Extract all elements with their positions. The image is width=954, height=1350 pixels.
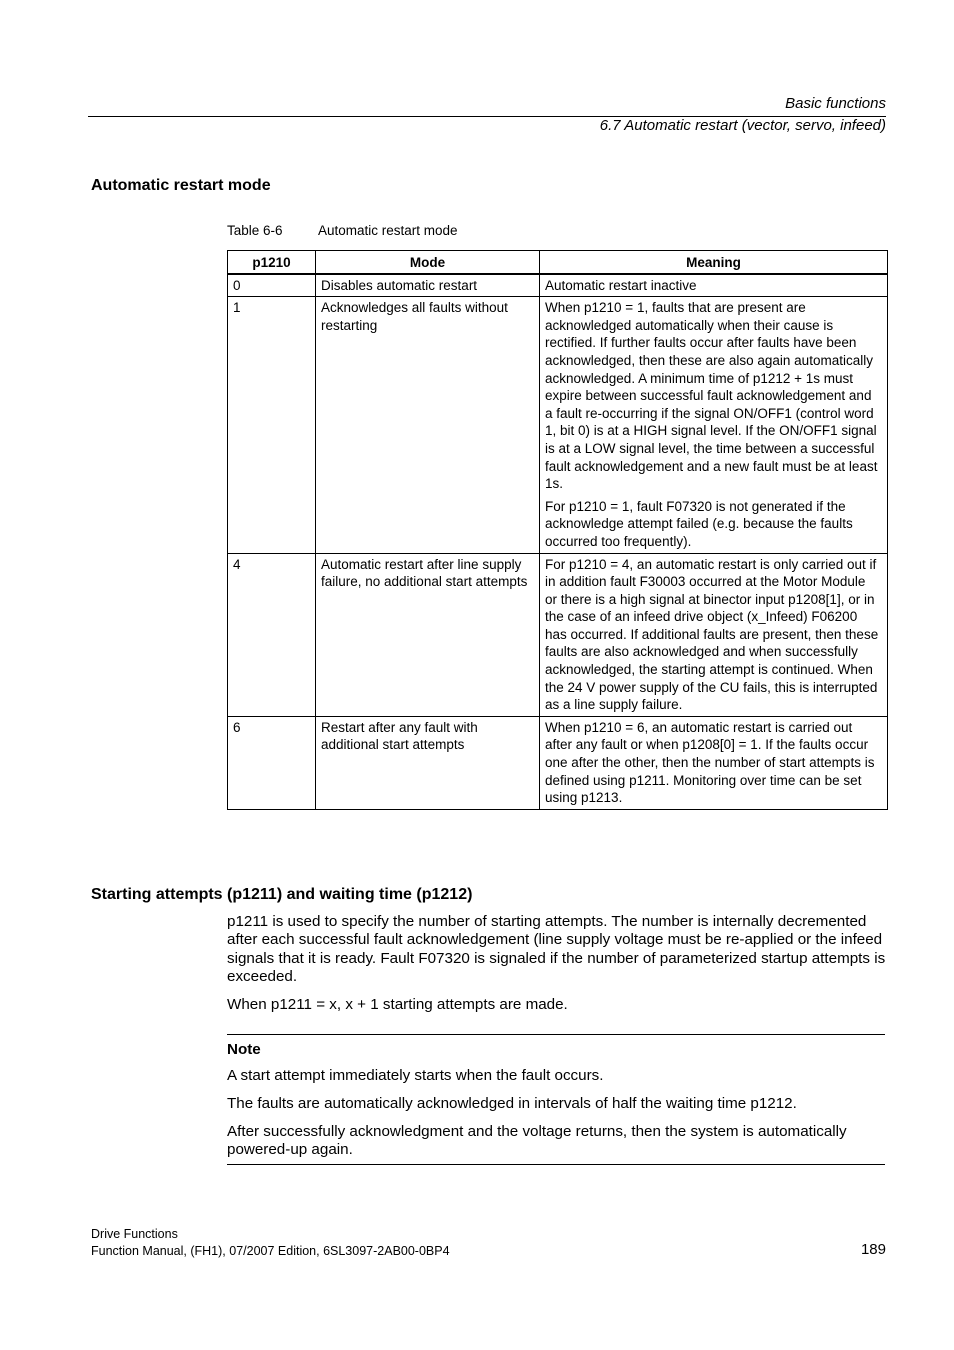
table-caption [227,223,458,239]
meaning-text: When p1210 = 6, an automatic restart is carried out after any fault or when p1208[0] = 1. If the faults occur one after the other, then the number of start attempts is defined using p1211. Monitoring over time can be set using p1213. [545,719,875,806]
column-header-mode: Mode [316,251,540,274]
table-row [228,716,888,809]
automatic-restart-mode-table [227,250,888,810]
running-header-chapter: Basic functions [785,95,886,112]
table-header-row [228,251,888,274]
page-number: 189 [860,1241,886,1258]
note-bottom-rule [227,1164,885,1165]
cell-meaning [540,297,888,553]
table-caption-title: Automatic restart mode [318,223,458,238]
table-caption-number: Table 6-6 [227,223,283,238]
table-row [228,274,888,297]
meaning-text: Automatic restart inactive [545,277,697,293]
cell-mode: Disables automatic restart [316,274,540,297]
table-row [228,553,888,716]
cell-mode: Automatic restart after line supply failure, no additional start attempts [316,553,540,716]
cell-mode: Acknowledges all faults without restarting [316,297,540,553]
table-row [228,297,888,553]
section-heading-automatic-restart-mode: Automatic restart mode [91,177,271,194]
column-header-meaning: Meaning [540,251,888,274]
meaning-text: For p1210 = 4, an automatic restart is only carried out if in addition fault F30003 occurred at the Motor Module or there is a high signal at binector input p1208[1], or in the case of an infeed drive object (x_Infeed) F06200 has occurred. If additional faults are present, then these faults are also acknowledged and when successfully acknowledged, the starting attempt is continued. When the 24 V power supply of the CU fails, this is interrupted as a line supply failure. [545,556,879,713]
body-paragraph [227,913,887,987]
cell-meaning [540,553,888,716]
body-paragraph [227,996,887,1014]
paragraph-starting-attempts: p1211 is used to specify the number of starting attempts. The number is internally decremented after each successful fault acknowledgement (line supply voltage must be re-applied or the infeed signals that it is ready. Fault F07320 is signaled if the number of parameterized startup attempts is exceeded. [227,913,886,986]
section-heading-starting-attempts: Starting attempts (p1211) and waiting time (p1212) [91,886,473,903]
note-top-rule [227,1034,885,1035]
footer-document-title: Drive Functions [91,1227,178,1241]
column-header-p1210: p1210 [228,251,316,274]
cell-p1210-value: 6 [228,716,316,809]
cell-p1210-value: 0 [228,274,316,297]
cell-meaning [540,716,888,809]
note-text: After successfully acknowledgment and the voltage returns, then the system is automatically powered-up again. [227,1123,847,1159]
cell-mode: Restart after any fault with additional start attempts [316,716,540,809]
note-text: A start attempt immediately starts when the fault occurs. [227,1067,604,1084]
cell-p1210-value: 4 [228,553,316,716]
cell-meaning [540,274,888,297]
running-header-section: 6.7 Automatic restart (vector, servo, infeed) [599,117,886,134]
footer-edition-info: Function Manual, (FH1), 07/2007 Edition, 6SL3097-2AB00-0BP4 [91,1244,450,1258]
note-title: Note [227,1041,261,1058]
meaning-text: When p1210 = 1, faults that are present are acknowledged automatically when their cause is rectified. If further faults occur after faults have been acknowledged, then these are also again automatically acknowledged. A minimum time of p1212 + 1s must expire between successful fault acknowledgement and a fault re-occurring if the signal ON/OFF1 (control word 1, bit 0) is at a HIGH signal level. If the ON/OFF1 signal is at a LOW signal level, the time between a successful fault acknowledgement and a new fault must be at least 1s. [545,300,878,492]
meaning-text: For p1210 = 1, fault F07320 is not generated if the acknowledge attempt failed (e.g. because the faults occurred too frequently). [545,498,853,549]
note-text: The faults are automatically acknowledged in intervals of half the waiting time p1212. [227,1095,797,1112]
paragraph-p1211-rule: When p1211 = x, x + 1 starting attempts are made. [227,996,568,1013]
cell-p1210-value: 1 [228,297,316,553]
